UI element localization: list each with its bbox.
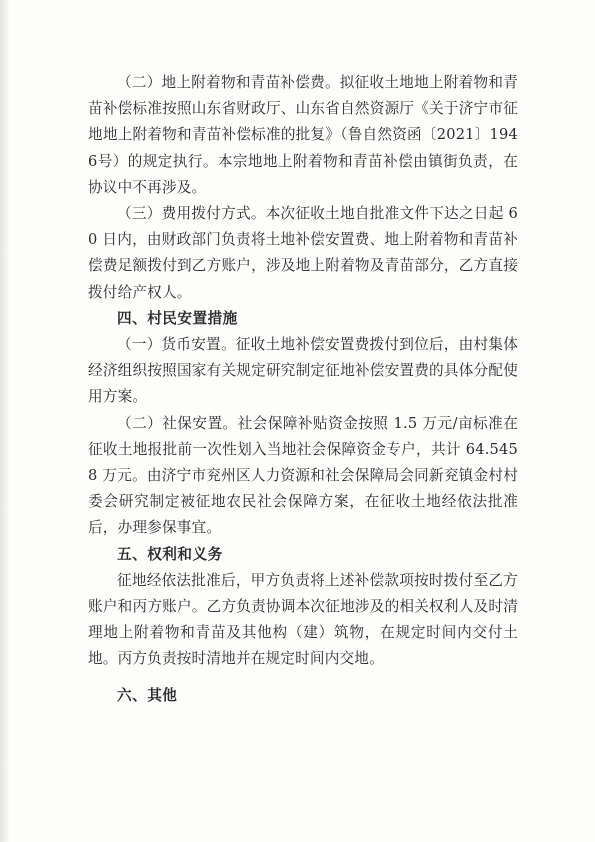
- paragraph-ground-attachments-compensation: （二）地上附着物和青苗补偿费。拟征收土地地上附着物和青苗补偿标准按照山东省财政厅、山东省自然资源厅《关于济宁市征地地上附着物和青苗补偿标准的批复》（鲁自然资函〔2021〕1946号）的规定执行。本宗地地上附着物和青苗补偿由镇街负责，在协议中不再涉及。: [88, 74, 518, 196]
- page-edge-shadow: [0, 0, 10, 842]
- paragraph-social-security-resettlement: （二）社保安置。社会保障补贴资金按照 1.5 万元/亩标准在征收土地报批前一次性划入当地社会保障资金专户，共计 64.5458 万元。由济宁市兖州区人力资源和社会保障局会同新兖镇金村村委会研究制定被征地农民社会保障方案，在征收土地经依法批准后，办理参保事宜。: [88, 414, 518, 537]
- section-heading-resettlement: 四、村民安置措施: [117, 309, 238, 327]
- document-body: [88, 70, 518, 709]
- section-heading-other: 六、其他: [117, 686, 178, 704]
- paragraph-rights-obligations: 征地经依法批准后，甲方负责将上述补偿款项按时拨付至乙方账户和丙方账户。乙方负责协调本次征地涉及的相关权利人及时清理地上附着物和青苗及其他构（建）筑物，在规定时间内交付土地。丙方负责按时清地并在规定时间内交地。: [88, 571, 518, 668]
- paragraph-monetary-resettlement: （一）货币安置。征收土地补偿安置费拨付到位后，由村集体经济组织按照国家有关规定研究制定征地补偿安置费的具体分配使用方案。: [88, 336, 518, 406]
- paragraph-payment-method: （三）费用拨付方式。本次征收土地自批准文件下达之日起 60 日内，由财政部门负责将土地补偿安置费、地上附着物和青苗补偿费足额拨付到乙方账户，涉及地上附着物及青苗部分，乙方直接拨付给产权人。: [88, 205, 518, 301]
- section-heading-rights-obligations: 五、权利和义务: [117, 545, 223, 563]
